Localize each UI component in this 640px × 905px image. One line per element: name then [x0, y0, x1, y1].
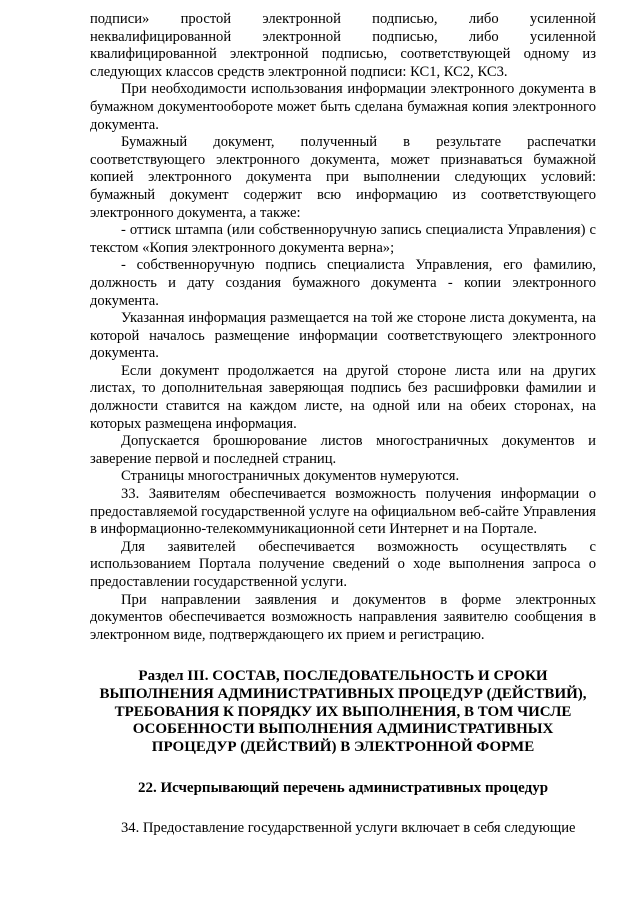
- list-item: - собственноручную подпись специалиста Управления, его фамилию, должность и дату создания бумажного документа - копии электронного документа.: [90, 257, 596, 309]
- section-heading-line: ОСОБЕННОСТИ ВЫПОЛНЕНИЯ АДМИНИСТРАТИВНЫХ: [132, 721, 554, 738]
- paragraph: 34. Предоставление государственной услуги включает в себя следующие: [121, 819, 576, 836]
- paragraph: Допускается брошюрование листов многостраничных документов и заверение первой и последней страниц.: [90, 433, 596, 467]
- paragraph: 33. Заявителям обеспечивается возможность получения информации о предоставляемой государственной услуге на официальном веб-сайте Управления в информационно-телекоммуникационной сети Интернет и на Портале.: [90, 486, 596, 538]
- paragraph: Указанная информация размещается на той же стороне листа документа, на которой началось размещение информации соответствующего электронного документа.: [90, 310, 596, 362]
- paragraph: Бумажный документ, полученный в результате распечатки соответствующего электронного документа, может признаваться бумажной копией электронного документа при выполнении следующих условий: бумажный документ содержит всю информацию из соответствующего электронного документа, а также:: [90, 134, 596, 221]
- section-heading-line: ТРЕБОВАНИЯ К ПОРЯДКУ ИХ ВЫПОЛНЕНИЯ, В ТОМ ЧИСЛЕ: [114, 703, 572, 720]
- paragraph: подписи» простой электронной подписью, либо усиленной неквалифицированной электронной подписью, либо усиленной квалифицированной электронной подписью, соответствующей одному из следующих классов средств электронной подписи: КС1, КС2, КС3.: [90, 11, 596, 80]
- subsection-heading: 22. Исчерпывающий перечень административных процедур: [137, 780, 549, 797]
- list-item: - оттиск штампа (или собственноручную запись специалиста Управления) с текстом «Копия электронного документа верна»;: [90, 222, 596, 256]
- paragraph: Если документ продолжается на другой стороне листа или на других листах, то дополнительная заверяющая подпись без расшифровки фамилии и должности ставится на каждом листе, на одной или на обеих сторонах, на которых размещена информация.: [90, 362, 596, 432]
- paragraph: При направлении заявления и документов в форме электронных документов обеспечивается возможность направления заявителю сообщения в электронном виде, подтверждающего их прием и регистрацию.: [90, 591, 596, 643]
- section-heading: [90, 668, 596, 756]
- body-text-top: [90, 11, 596, 644]
- section-heading-line: Раздел III. СОСТАВ, ПОСЛЕДОВАТЕЛЬНОСТЬ И СРОКИ: [138, 668, 548, 685]
- paragraph: Для заявителей обеспечивается возможность осуществлять с использованием Портала получение сведений о ходе выполнения запроса о предоставлении государственной услуги.: [90, 538, 596, 590]
- paragraph: При необходимости использования информации электронного документа в бумажном документообороте может быть сделана бумажная копия электронного документа.: [90, 81, 596, 133]
- section-heading-line: ПРОЦЕДУР (ДЕЙСТВИЙ) В ЭЛЕКТРОННОЙ ФОРМЕ: [151, 738, 535, 755]
- document-page: [90, 11, 596, 838]
- section-heading-line: ВЫПОЛНЕНИЯ АДМИНИСТРАТИВНЫХ ПРОЦЕДУР (ДЕЙСТВИЙ),: [99, 685, 587, 702]
- paragraph: Страницы многостраничных документов нумеруются.: [121, 468, 460, 485]
